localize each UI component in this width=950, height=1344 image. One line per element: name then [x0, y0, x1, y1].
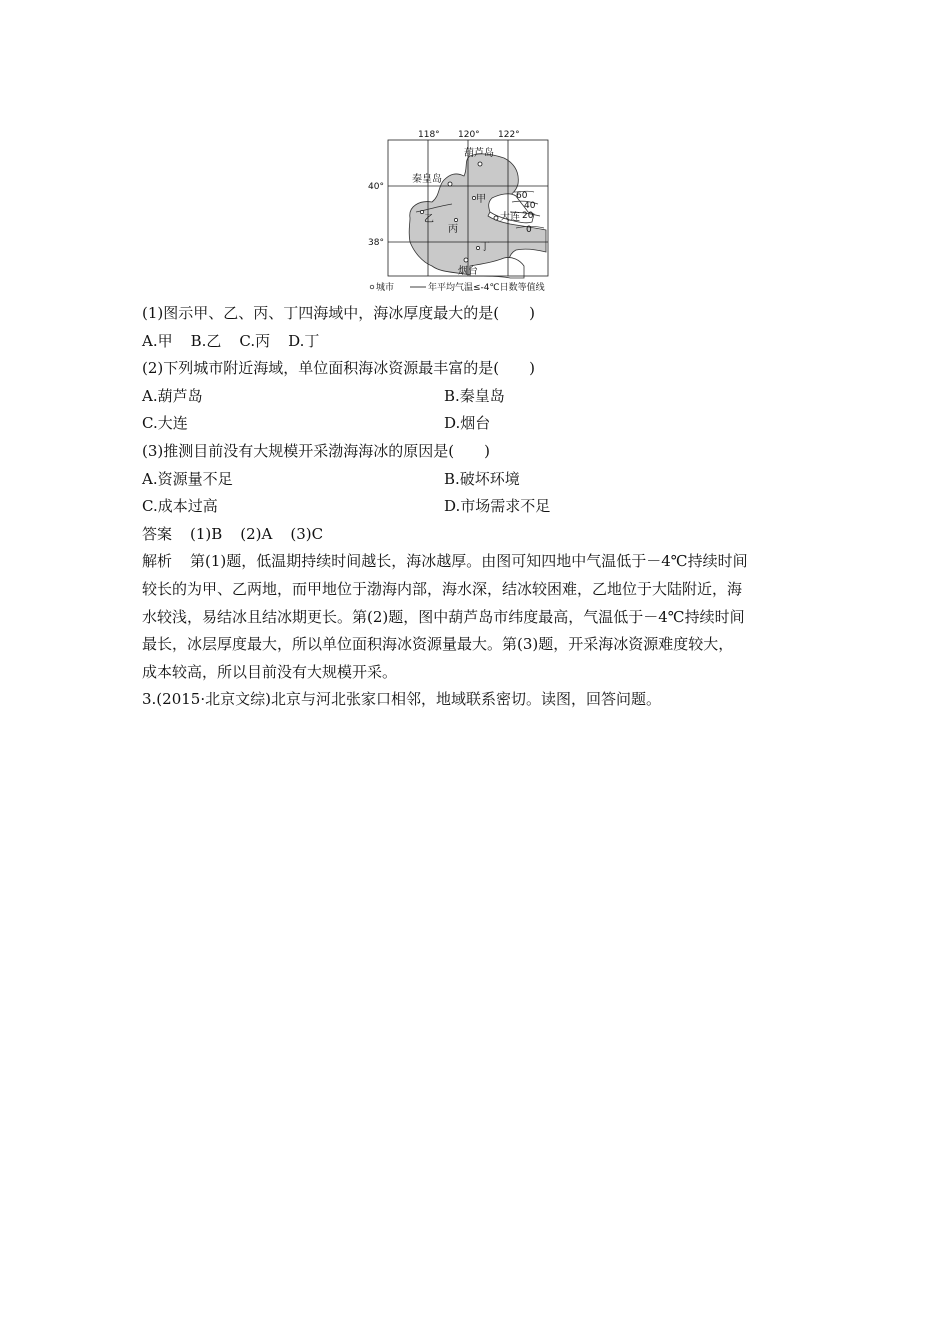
- lon-label-118: 118°: [418, 130, 440, 140]
- q1-options: [142, 328, 812, 356]
- q3-option-b: B.破坏环境: [444, 469, 520, 488]
- contour-label-40: 40: [524, 201, 536, 211]
- q3-options-row-2: [142, 493, 812, 521]
- analysis-line-4: 最长，冰层厚度最大，所以单位面积海冰资源量最大。第(3)题，开采海冰资源难度较大，: [142, 635, 734, 654]
- analysis-line-5: 成本较高，所以目前没有大规模开采。: [142, 662, 398, 681]
- q1-stem: (1)图示甲、乙、丙、丁四海域中，海冰厚度最大的是( ): [142, 304, 535, 322]
- q2-option-b: B.秦皇岛: [444, 386, 505, 405]
- q3-option-d: D.市场需求不足: [444, 497, 551, 516]
- lon-label-122: 122°: [498, 130, 520, 140]
- q3-option-c: C.成本过高: [142, 497, 218, 516]
- legend-city-label: 城市: [376, 283, 395, 293]
- contour-label-0: 0: [526, 225, 532, 235]
- q1-option-a: A.甲: [142, 331, 173, 350]
- city-label-qinhuangdao: 秦皇岛: [412, 174, 442, 185]
- q2-option-a: A.葫芦岛: [142, 386, 203, 405]
- q2-options-row-1: [142, 383, 812, 411]
- analysis-line-2: 较长的为甲、乙两地，而甲地位于渤海内部，海水深，结冰较困难，乙地位于大陆附近，海: [142, 579, 743, 598]
- region-label-jia: 甲: [476, 194, 486, 205]
- city-label-dalian: 大连: [500, 212, 520, 223]
- q2-option-d: D.烟台: [444, 414, 491, 433]
- contour-label-60: 60: [516, 191, 528, 201]
- region-dot-bing: [454, 218, 457, 221]
- q1-option-d: D.丁: [288, 331, 320, 350]
- legend-city-marker: [370, 285, 374, 289]
- q1-option-b: B.乙: [190, 331, 222, 350]
- analysis-line-1: [142, 548, 812, 576]
- bohai-map: [360, 126, 590, 296]
- region-label-yi: 乙: [424, 214, 434, 225]
- q2-stem: (2)下列城市附近海域，单位面积海冰资源最丰富的是( ): [142, 359, 535, 378]
- city-label-yantai: 烟台: [458, 266, 478, 277]
- question-content: [142, 300, 812, 714]
- city-dot-huludao: [478, 162, 482, 166]
- analysis-line-3: 水较浅，易结冰且结冰期更长。第(2)题，图中葫芦岛市纬度最高，气温低于－4℃持续时间: [142, 607, 745, 626]
- answer-line: [142, 521, 812, 549]
- q2-options-row-2: [142, 410, 812, 438]
- q3-stem: (3)推测目前没有大规模开采渤海海冰的原因是( ): [142, 441, 490, 460]
- answer-item-1: (1)B: [190, 524, 223, 543]
- analysis-label: 解析: [142, 552, 173, 571]
- q2-option-c: C.大连: [142, 414, 188, 433]
- analysis-text-1: 第(1)题，低温期持续时间越长，海冰越厚。由图可知四地中气温低于－4℃持续时间: [190, 552, 748, 571]
- city-dot-qinhuangdao: [448, 182, 452, 186]
- answer-item-3: (3)C: [290, 524, 324, 543]
- q1-option-c: C.丙: [239, 331, 271, 350]
- city-dot-dalian: [494, 216, 498, 220]
- answer-label: 答案: [142, 524, 173, 543]
- lat-label-40: 40°: [368, 182, 384, 192]
- next-question-stem: 3.(2015·北京文综)北京与河北张家口相邻，地域联系密切。读图，回答问题。: [142, 690, 661, 709]
- legend-line-label: 年平均气温≤-4℃日数等值线: [428, 283, 545, 293]
- q3-options-row-1: [142, 466, 812, 494]
- region-label-bing: 丙: [448, 224, 458, 235]
- lon-label-120: 120°: [458, 130, 480, 140]
- lat-label-38: 38°: [368, 238, 384, 248]
- answer-item-2: (2)A: [240, 524, 273, 543]
- region-label-ding: 丁: [480, 242, 490, 253]
- contour-label-20: 20: [522, 211, 534, 221]
- bohai-map-figure: [360, 126, 590, 296]
- q3-option-a: A.资源量不足: [142, 469, 233, 488]
- city-label-huludao: 葫芦岛: [464, 148, 494, 159]
- city-dot-yantai: [464, 258, 468, 262]
